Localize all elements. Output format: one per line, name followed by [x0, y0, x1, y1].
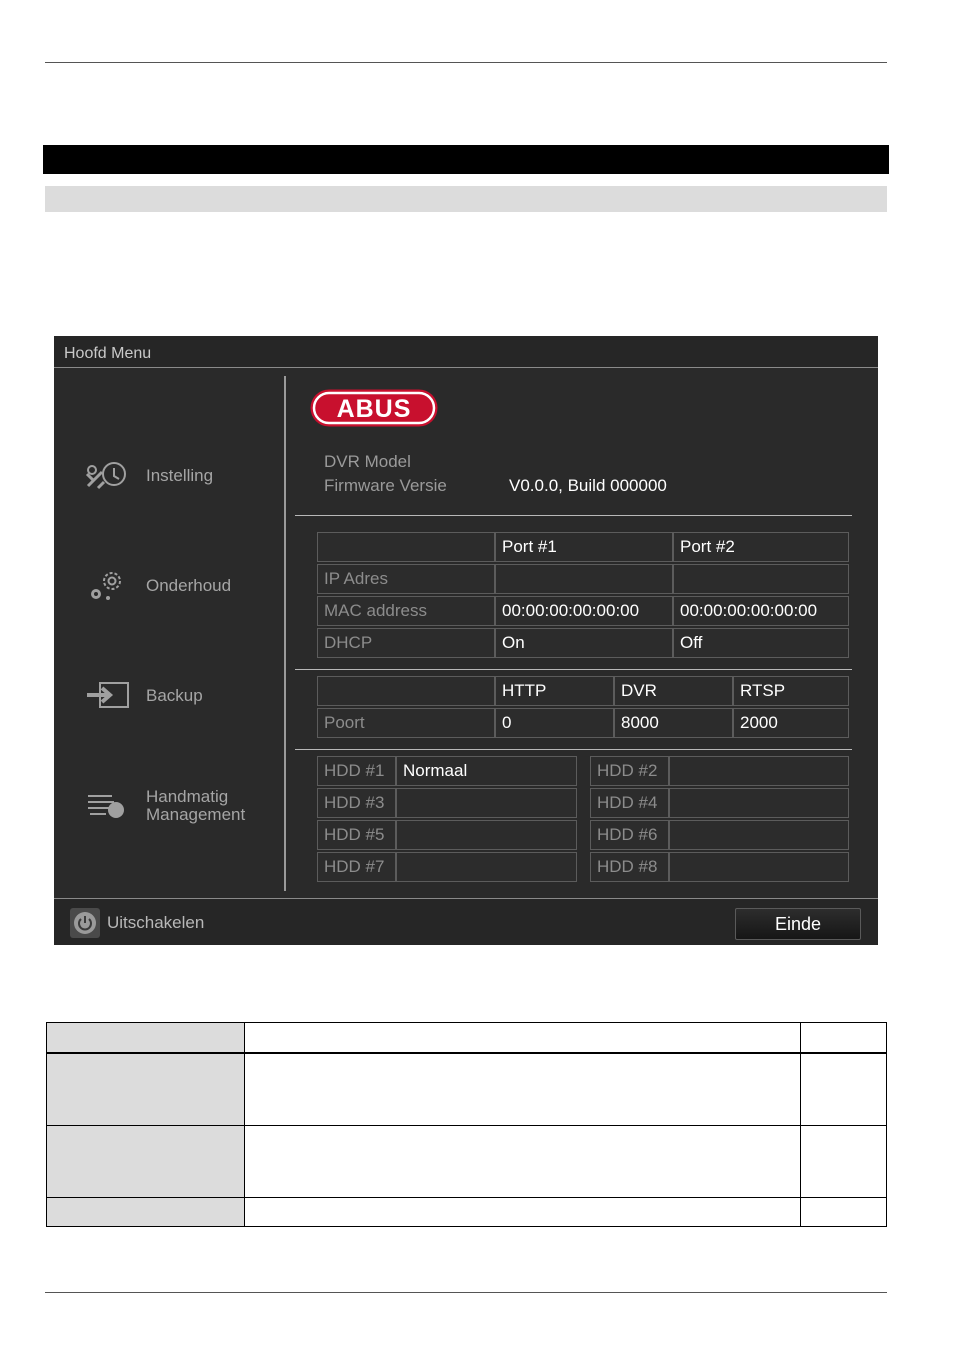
- table-row-cell: [245, 1054, 801, 1126]
- exit-button[interactable]: Einde: [735, 908, 861, 940]
- hdd-label: HDD #2: [590, 756, 669, 786]
- table-header-cell: [317, 532, 495, 562]
- table-header-cell: HTTP: [495, 676, 614, 706]
- page-footer-rule: [45, 1292, 887, 1293]
- hdd-label: HDD #5: [317, 820, 396, 850]
- description-table: [46, 1022, 887, 1227]
- hdd-status: Normaal: [396, 756, 577, 786]
- sidebar-item-label: Handmatig: [146, 787, 229, 806]
- table-row-label: IP Adres: [317, 564, 495, 594]
- hdd-status: [669, 852, 849, 882]
- svg-text:ABUS: ABUS: [336, 395, 412, 423]
- table-row-cell: [47, 1126, 245, 1198]
- table-header-cell: [317, 676, 495, 706]
- shutdown-button[interactable]: [70, 908, 100, 938]
- hdd-label: HDD #4: [590, 788, 669, 818]
- hdd-status: [669, 820, 849, 850]
- table-row-cell: [245, 1126, 801, 1198]
- hdd-label: HDD #6: [590, 820, 669, 850]
- divider: [295, 669, 852, 670]
- divider: [295, 749, 852, 750]
- hdd-label: HDD #7: [317, 852, 396, 882]
- table-header-cell: [801, 1023, 886, 1054]
- hdd-status: [396, 820, 577, 850]
- rtsp-port-value: 2000: [733, 708, 849, 738]
- table-row-label: Poort: [317, 708, 495, 738]
- table-row-label: MAC address: [317, 596, 495, 626]
- table-row-cell: [801, 1198, 886, 1226]
- divider: [295, 515, 852, 516]
- sidebar-item-backup[interactable]: [84, 676, 274, 720]
- table-header-cell: [47, 1023, 245, 1054]
- table-row-cell: [47, 1198, 245, 1226]
- sidebar-item-onderhoud[interactable]: [84, 566, 274, 610]
- page-header-rule: [45, 62, 887, 63]
- hdd-status: [669, 788, 849, 818]
- dhcp-port1-value: On: [495, 628, 673, 658]
- table-header-cell: RTSP: [733, 676, 849, 706]
- sidebar-item-instelling[interactable]: [84, 456, 274, 500]
- hdd-label: HDD #3: [317, 788, 396, 818]
- dvr-port-value: 8000: [614, 708, 733, 738]
- dvr-main-menu-window: [54, 336, 878, 945]
- table-header-cell: Port #2: [673, 532, 849, 562]
- ip-port2-value: [673, 564, 849, 594]
- table-header-cell: DVR: [614, 676, 733, 706]
- ip-port1-value: [495, 564, 673, 594]
- export-icon: [84, 678, 130, 714]
- sidebar-item-handmatig-management[interactable]: [84, 786, 274, 830]
- hdd-label: HDD #8: [590, 852, 669, 882]
- sidebar-item-label: Onderhoud: [146, 576, 232, 595]
- sidebar-item-label: Backup: [146, 686, 203, 705]
- firmware-label: Firmware Versie: [324, 476, 447, 495]
- mac-port2-value: 00:00:00:00:00:00: [673, 596, 849, 626]
- window-footer: [54, 898, 878, 945]
- table-row-cell: [801, 1054, 886, 1126]
- hdd-label: HDD #1: [317, 756, 396, 786]
- abus-logo: [309, 388, 439, 428]
- table-row-label: DHCP: [317, 628, 495, 658]
- sidebar-divider: [284, 376, 286, 891]
- hdd-status: [396, 852, 577, 882]
- window-title: Hoofd Menu: [64, 345, 152, 362]
- shutdown-label[interactable]: Uitschakelen: [107, 913, 205, 932]
- table-header-cell: [245, 1023, 801, 1054]
- table-row-cell: [245, 1198, 801, 1226]
- table-row-cell: [801, 1126, 886, 1198]
- power-icon: [70, 908, 100, 938]
- table-row-cell: [47, 1054, 245, 1126]
- section-title-bar: [43, 145, 889, 174]
- http-port-value: 0: [495, 708, 614, 738]
- dhcp-port2-value: Off: [673, 628, 849, 658]
- dvr-model-label: DVR Model: [324, 452, 411, 471]
- hdd-status: [396, 788, 577, 818]
- table-header-cell: Port #1: [495, 532, 673, 562]
- sidebar-item-label-line2: Management: [146, 805, 246, 824]
- sidebar-item-label: Instelling: [146, 466, 214, 485]
- subsection-bar: [45, 186, 887, 212]
- firmware-value: V0.0.0, Build 000000: [509, 476, 667, 495]
- manual-management-icon: [84, 788, 130, 824]
- hdd-status: [669, 756, 849, 786]
- gears-icon: [84, 568, 130, 604]
- window-title-bar: [54, 336, 878, 368]
- mac-port1-value: 00:00:00:00:00:00: [495, 596, 673, 626]
- tools-icon: [84, 458, 130, 494]
